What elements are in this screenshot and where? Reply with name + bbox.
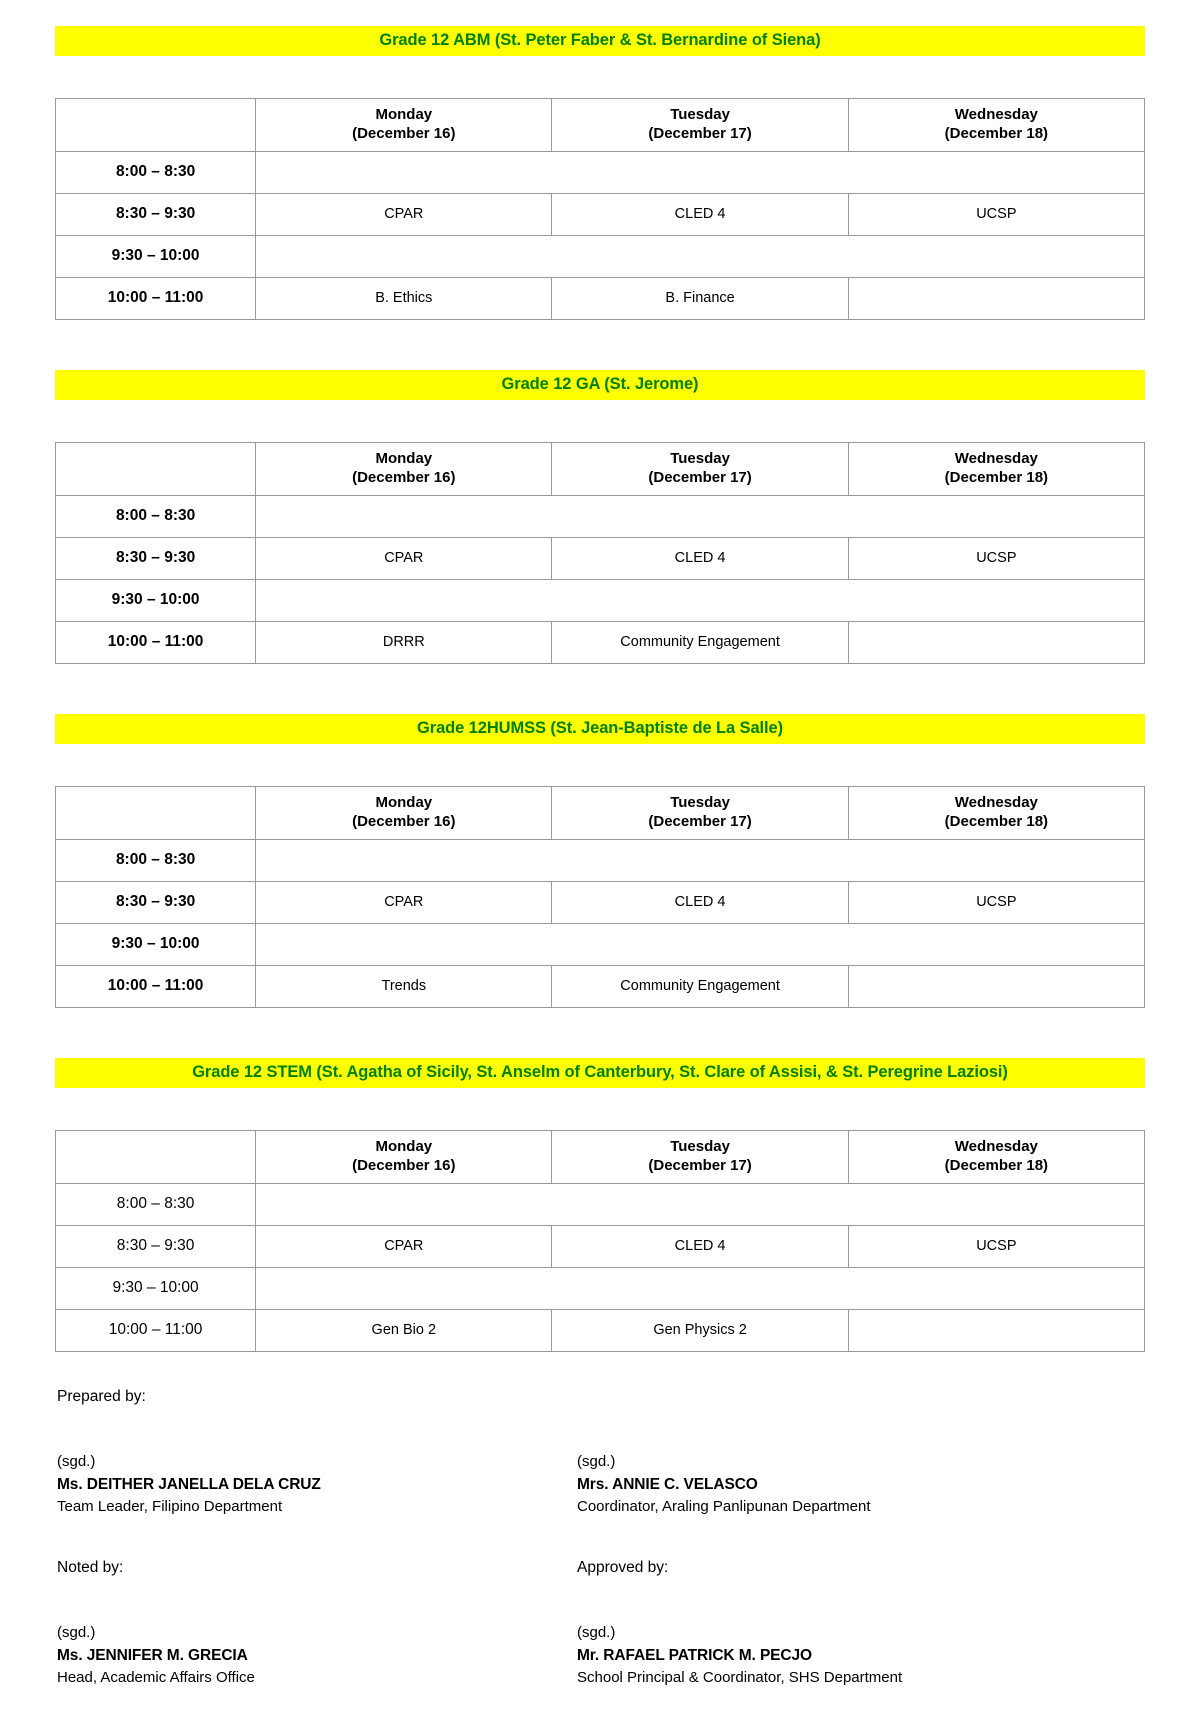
section-ga-banner-wrap [0,370,1200,400]
table-row [56,621,1145,663]
band-label: RECESS [670,935,730,952]
activity-band-flag-ceremony [256,495,1145,537]
header-blank-cell [56,442,256,495]
activity-band-recess [256,235,1145,277]
time-slot-label: 8:30 – 9:30 [56,537,256,579]
schedule-table-wrap-abm [0,98,1200,320]
signatory-name: Mr. RAFAEL PATRICK M. PECJO [577,1647,812,1665]
subject-cell-tuesday: B. Finance [552,277,848,319]
signatory-title: Team Leader, Filipino Department [57,1498,283,1516]
table-row [56,1225,1145,1267]
table-row [56,235,1145,277]
sgd-marker: (sgd.) [577,1623,616,1641]
table-header-row [56,1130,1145,1183]
header-blank-cell [56,1130,256,1183]
header-day-wednesday [848,442,1144,495]
spacer-ga-banner-table [0,400,1200,442]
top-spacer [0,0,1200,26]
header-day-name: Monday [375,794,433,812]
time-slot-label: 10:00 – 11:00 [56,1309,256,1351]
signatory-title: Coordinator, Araling Panlipunan Department [577,1498,871,1516]
header-day-monday [256,98,552,151]
spacer-section-humss-stem [0,1008,1200,1058]
subject-cell-tuesday: CLED 4 [552,537,848,579]
redacted-cell-wednesday [848,965,1144,1007]
subject-cell-tuesday: CLED 4 [552,193,848,235]
band-label: RECESS [670,1279,730,1296]
header-day-name: Monday [375,106,433,124]
table-row [56,1309,1145,1351]
subject-cell-wednesday: UCSP [848,537,1144,579]
header-day-date: (December 16) [352,124,456,142]
schedule-table-abm [55,98,1145,320]
header-day-name: Monday [375,450,433,468]
table-row [56,495,1145,537]
noted-by-label-col [57,1559,577,1577]
subject-cell-wednesday: UCSP [848,193,1144,235]
subject-cell-monday: CPAR [256,193,552,235]
spacer-section-abm-ga [0,320,1200,370]
signatory-prepared-left [57,1450,577,1519]
header-blank-cell [56,786,256,839]
activity-band-flag-ceremony [256,151,1145,193]
spacer-noted [57,1577,1145,1621]
time-slot-label: 8:00 – 8:30 [56,151,256,193]
header-day-name: Wednesday [954,450,1038,468]
table-row [56,965,1145,1007]
header-day-date: (December 16) [352,468,456,486]
time-slot-label: 9:30 – 10:00 [56,579,256,621]
noted-approved-labels-row [57,1559,1145,1577]
header-day-date: (December 17) [648,812,752,830]
header-day-name: Wednesday [954,794,1038,812]
table-row [56,277,1145,319]
header-day-date: (December 16) [352,1156,456,1174]
header-blank-cell [56,98,256,151]
prepared-by-label: Prepared by: [57,1387,146,1405]
section-stem-banner-wrap [0,1058,1200,1088]
spacer-table-signatures [0,1352,1200,1388]
header-day-date: (December 17) [648,124,752,142]
subject-cell-tuesday: Gen Physics 2 [552,1309,848,1351]
header-day-name: Tuesday [670,106,730,124]
redacted-cell-wednesday [848,621,1144,663]
table-row [56,923,1145,965]
header-day-tuesday [552,1130,848,1183]
table-row [56,151,1145,193]
header-day-name: Wednesday [954,1138,1038,1156]
schedule-table-ga [55,442,1145,664]
time-slot-label: 10:00 – 11:00 [56,965,256,1007]
schedule-table-stem [55,1130,1145,1352]
header-day-name: Tuesday [670,1138,730,1156]
approved-by-label: Approved by: [577,1558,669,1576]
header-day-date: (December 18) [944,812,1049,830]
subject-cell-tuesday: CLED 4 [552,881,848,923]
section-heading-stem: Grade 12 STEM (St. Agatha of Sicily, St. Anselm of Canterbury, St. Clare of Assisi, & St. Peregrine Laziosi) [55,1058,1145,1088]
header-day-date: (December 18) [944,1156,1049,1174]
band-label: RECESS [670,247,730,264]
activity-band-flag-ceremony [256,1183,1145,1225]
section-abm-banner-wrap [0,26,1200,56]
table-row [56,537,1145,579]
section-heading-abm: Grade 12 ABM (St. Peter Faber & St. Bernardine of Siena) [55,26,1145,56]
subject-cell-wednesday: UCSP [848,881,1144,923]
header-day-tuesday [552,442,848,495]
table-row [56,579,1145,621]
subject-cell-monday: Trends [256,965,552,1007]
band-label: FLAG CEREMONY [637,163,763,180]
header-day-date: (December 18) [944,468,1049,486]
signature-block [0,1388,1200,1690]
spacer-section-ga-humss [0,664,1200,714]
time-slot-label: 8:00 – 8:30 [56,495,256,537]
prepared-signatories-row [57,1450,1145,1519]
subject-cell-wednesday: UCSP [848,1225,1144,1267]
subject-cell-monday: DRRR [256,621,552,663]
signatory-prepared-right [577,1450,1097,1519]
band-label: RECESS [670,591,730,608]
spacer-prepared [57,1406,1145,1450]
header-day-tuesday [552,786,848,839]
time-slot-label: 8:30 – 9:30 [56,881,256,923]
table-row [56,1267,1145,1309]
noted-by-label: Noted by: [57,1558,124,1576]
time-slot-label: 8:00 – 8:30 [56,1183,256,1225]
header-day-date: (December 18) [944,124,1049,142]
table-header-row [56,442,1145,495]
header-day-wednesday [848,1130,1144,1183]
spacer-humss-banner-table [0,744,1200,786]
time-slot-label: 10:00 – 11:00 [56,277,256,319]
header-day-wednesday [848,786,1144,839]
subject-cell-monday: CPAR [256,1225,552,1267]
time-slot-label: 9:30 – 10:00 [56,235,256,277]
table-header-row [56,786,1145,839]
subject-cell-tuesday: Community Engagement [552,621,848,663]
signatory-name: Mrs. ANNIE C. VELASCO [577,1476,758,1494]
approved-by-label-col [577,1559,1097,1577]
table-row [56,1183,1145,1225]
sgd-marker: (sgd.) [577,1452,616,1470]
spacer-stem-banner-table [0,1088,1200,1130]
redacted-cell-wednesday [848,277,1144,319]
time-slot-label: 9:30 – 10:00 [56,923,256,965]
header-day-name: Tuesday [670,450,730,468]
time-slot-label: 8:30 – 9:30 [56,193,256,235]
schedule-table-humss [55,786,1145,1008]
header-day-tuesday [552,98,848,151]
header-day-name: Tuesday [670,794,730,812]
spacer-abm-banner-table [0,56,1200,98]
table-row [56,839,1145,881]
sgd-marker: (sgd.) [57,1623,96,1641]
spacer-between-signature-groups [57,1519,1145,1559]
table-row [56,881,1145,923]
band-label: FLAG CEREMONY [637,1195,763,1212]
header-day-monday [256,442,552,495]
signatory-name: Ms. DEITHER JANELLA DELA CRUZ [57,1476,321,1494]
subject-cell-tuesday: Community Engagement [552,965,848,1007]
band-label: FLAG CEREMONY [637,507,763,524]
signatory-name: Ms. JENNIFER M. GRECIA [57,1647,248,1665]
activity-band-recess [256,579,1145,621]
signatory-noted-left [57,1621,577,1690]
header-day-date: (December 17) [648,468,752,486]
subject-cell-tuesday: CLED 4 [552,1225,848,1267]
schedule-table-wrap-humss [0,786,1200,1008]
header-day-name: Monday [375,1138,433,1156]
time-slot-label: 8:30 – 9:30 [56,1225,256,1267]
signatory-title: School Principal & Coordinator, SHS Department [577,1669,903,1687]
header-day-date: (December 17) [648,1156,752,1174]
header-day-monday [256,786,552,839]
header-day-date: (December 16) [352,812,456,830]
subject-cell-monday: CPAR [256,537,552,579]
noted-approved-signatories-row [57,1621,1145,1690]
header-day-monday [256,1130,552,1183]
signatory-title: Head, Academic Affairs Office [57,1669,255,1687]
signatory-approved-right [577,1621,1097,1690]
activity-band-recess [256,1267,1145,1309]
section-humss-banner-wrap [0,714,1200,744]
header-day-name: Wednesday [954,106,1038,124]
time-slot-label: 10:00 – 11:00 [56,621,256,663]
subject-cell-monday: B. Ethics [256,277,552,319]
section-heading-humss: Grade 12HUMSS (St. Jean-Baptiste de La Salle) [55,714,1145,744]
band-label: FLAG CEREMONY [637,851,763,868]
time-slot-label: 8:00 – 8:30 [56,839,256,881]
subject-cell-monday: CPAR [256,881,552,923]
subject-cell-monday: Gen Bio 2 [256,1309,552,1351]
header-day-wednesday [848,98,1144,151]
schedule-table-wrap-ga [0,442,1200,664]
table-row [56,193,1145,235]
activity-band-recess [256,923,1145,965]
section-heading-ga: Grade 12 GA (St. Jerome) [55,370,1145,400]
time-slot-label: 9:30 – 10:00 [56,1267,256,1309]
schedule-table-wrap-stem [0,1130,1200,1352]
sgd-marker: (sgd.) [57,1452,96,1470]
activity-band-flag-ceremony [256,839,1145,881]
table-header-row [56,98,1145,151]
subject-cell-wednesday [848,1309,1144,1351]
